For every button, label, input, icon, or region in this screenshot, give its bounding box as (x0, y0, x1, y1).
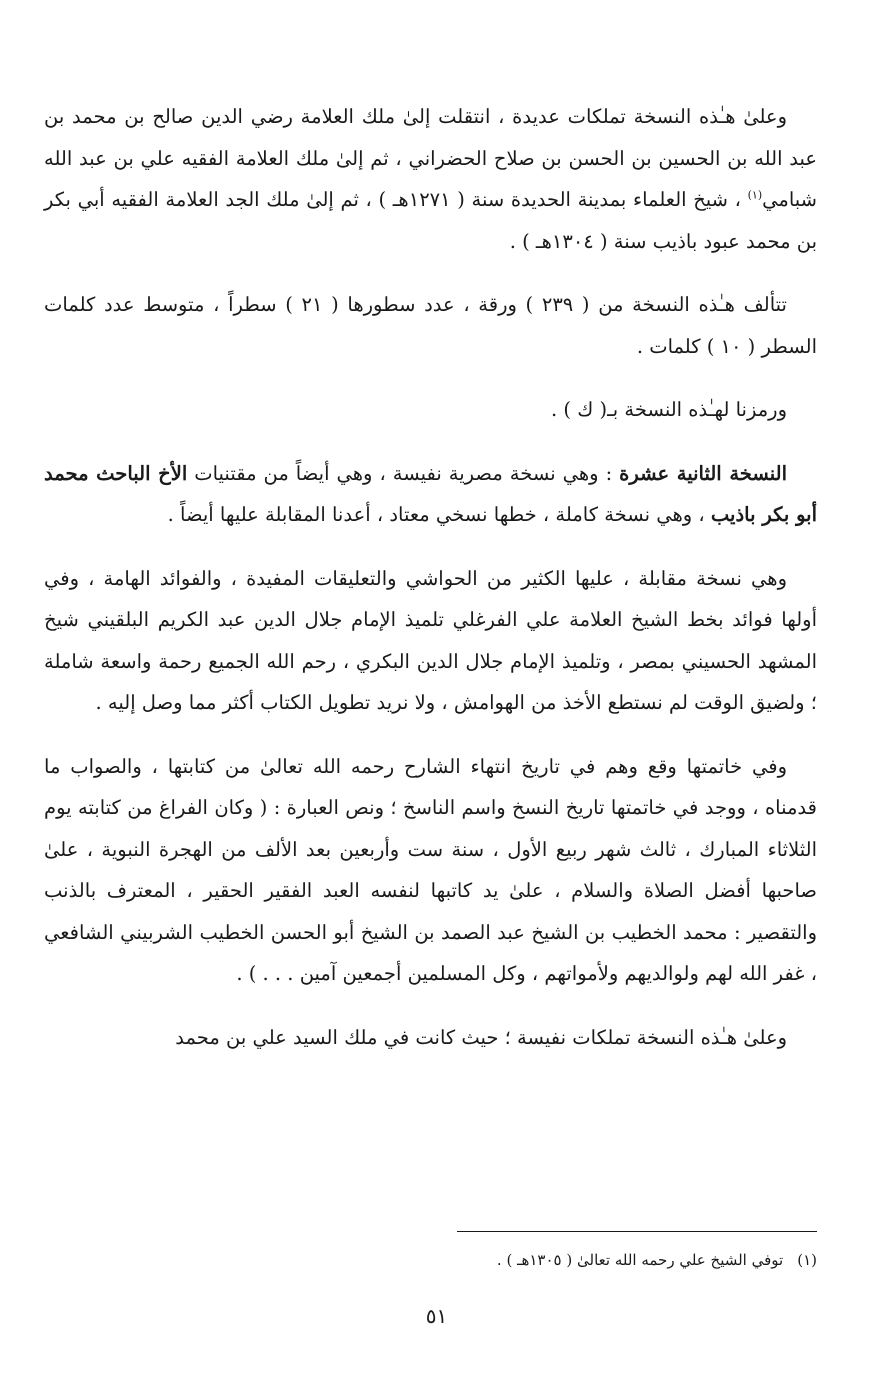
paragraph-symbol (44, 389, 817, 431)
paragraph-composition (44, 284, 817, 367)
paragraph-ownership-second (44, 1017, 817, 1059)
paragraph-text: وعلىٰ هـٰذه النسخة تملكات نفيسة ؛ حيث كانت في ملك السيد علي بن محمد (175, 1025, 787, 1049)
paragraph-text: ورمزنا لهـٰذه النسخة بـ( ك ) . (551, 398, 787, 421)
paragraph-text: وهي نسخة مقابلة ، عليها الكثير من الحواشي والتعليقات المفيدة ، والفوائد الهامة ، وفي أولها فوائد بخط الشيخ العلامة علي الفرغلي تلميذ الإمام جلال الدين عبد الكريم البلقيني شيخ المشهد الحسيني بمصر ، وتلميذ الإمام جلال الدين البكري ، رحم الله الجميع رحمة واسعة شاملة ؛ ولضيق الوقت لم نستطع الأخذ من الهوامش ، ولا نريد تطويل الكتاب أكثر مما وصل إليه . (44, 566, 817, 714)
footnote-text: توفي الشيخ علي رحمه الله تعالىٰ ( ١٣٠٥هـ ) . (496, 1251, 784, 1269)
footnote-reference[interactable]: (١) (747, 188, 763, 202)
paragraph-ownership (44, 96, 817, 262)
paragraph-text: تتألف هـٰذه النسخة من ( ٢٣٩ ) ورقة ، عدد سطورها ( ٢١ ) سطراً ، متوسط عدد كلمات السطر ( ١٠ ) كلمات . (44, 293, 817, 358)
owner-name: الأخ الباحث محمد أبو بكر باذيب (44, 461, 817, 526)
footnote-number: (١) (797, 1251, 817, 1269)
paragraph-text: وفي خاتمتها وقع وهم في تاريخ انتهاء الشارح رحمه الله تعالىٰ من كتابتها ، والصواب ما قدمناه ، ووجد في خاتمتها تاريخ النسخ واسم الناسخ ؛ ونص العبارة : ( وكان الفراغ من كتابته يوم الثلاثاء المبارك ، ثالث شهر ربيع الأول ، سنة ست وأربعين بعد الألف من الهجرة النبوية ، علىٰ صاحبها أفضل الصلاة والسلام ، علىٰ يد كاتبها لنفسه العبد الفقير الحقير ، المعترف بالذنب والتقصير : محمد الخطيب بن الشيخ عبد الصمد بن الشيخ أبو الحسن الخطيب الشربيني الشافعي ، غفر الله لهم ولوالديهم ولأمواتهم ، وكل المسلمين أجمعين آمين . . . ) . (44, 754, 817, 985)
page-body (44, 96, 817, 1080)
paragraph-text: : وهي نسخة مصرية نفيسة ، وهي أيضاً من مقتنيات (187, 461, 620, 485)
section-heading: النسخة الثانية عشرة (619, 461, 787, 485)
page-number: ٥١ (425, 1304, 448, 1328)
paragraph-text: ، وهي نسخة كاملة ، خطها نسخي معتاد ، أعدنا المقابلة عليها أيضاً . (167, 503, 711, 526)
paragraph-text: وعلىٰ هـٰذه النسخة تملكات عديدة ، انتقلت إلىٰ ملك العلامة رضي الدين صالح بن محمد بن عبد الله بن الحسين بن الحسن بن صلاح الحضراني ، ثم إلىٰ ملك العلامة الفقيه علي بن عبد الله شبامي (44, 105, 817, 211)
paragraph-annotations (44, 558, 817, 724)
paragraph-twelfth-copy (44, 453, 817, 536)
footnote (57, 1246, 817, 1274)
paragraph-text: ، شيخ العلماء بمدينة الحديدة سنة ( ١٢٧١هـ ) ، ثم إلىٰ ملك الجد العلامة الفقيه أبي بكر بن محمد عبود باذيب سنة ( ١٣٠٤هـ ) . (44, 188, 817, 253)
footnote-divider (457, 1231, 817, 1232)
paragraph-colophon (44, 746, 817, 995)
